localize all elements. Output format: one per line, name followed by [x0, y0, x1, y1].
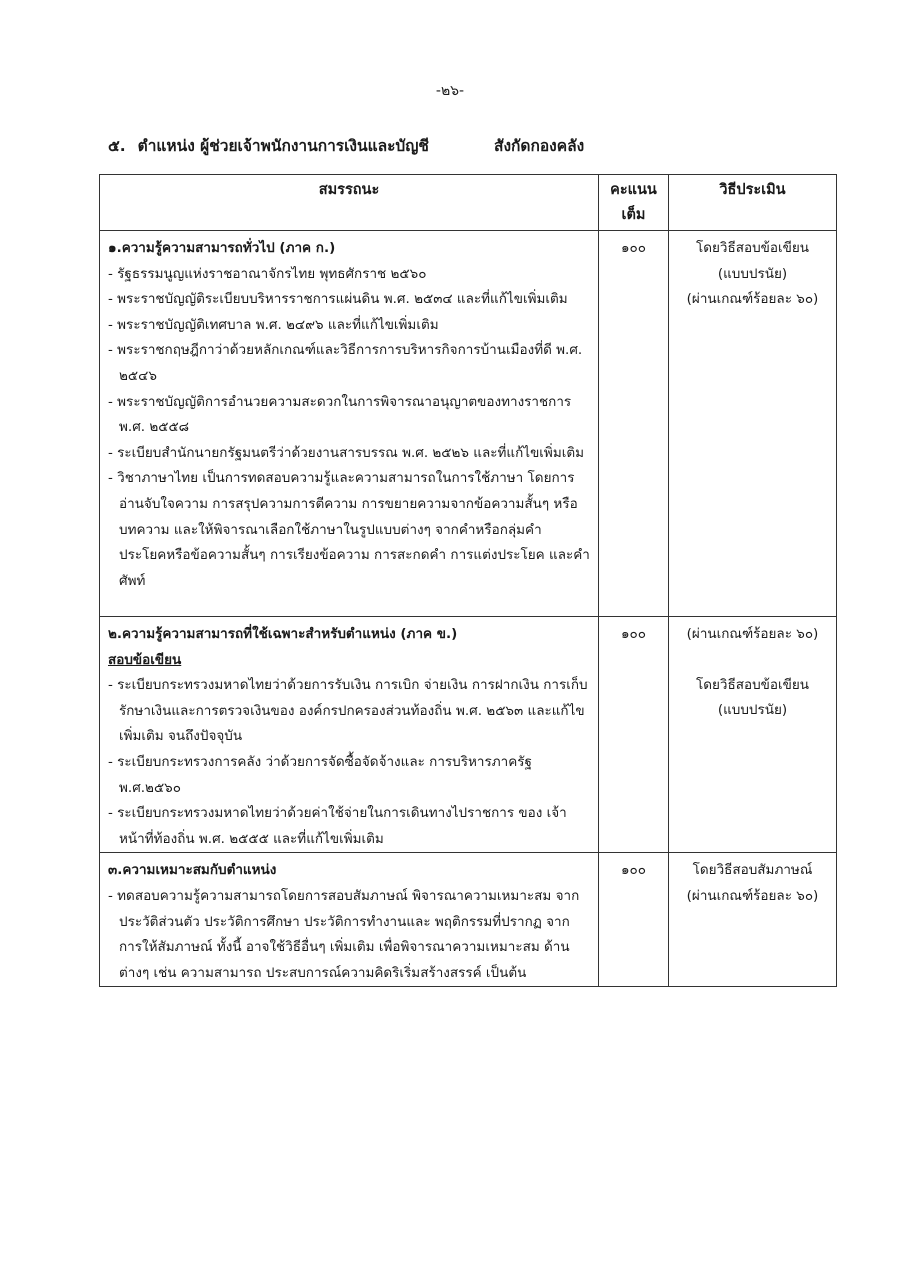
header-full-score [599, 175, 669, 231]
method-line: โดยวิธีสอบข้อเขียน [696, 240, 809, 256]
method-cell [669, 231, 837, 617]
table-row [100, 617, 837, 853]
position-title: ตำแหน่ง ผู้ช่วยเจ้าพนักงานการเงินและบัญชี [137, 137, 429, 155]
list-item: - ระเบียบกระทรวงการคลัง ว่าด้วยการจัดซื้อจัดจ้างและ การบริหารภาครัฐ พ.ศ.๒๕๖๐ [108, 753, 532, 796]
competency-cell [100, 617, 599, 853]
table-row [100, 853, 837, 987]
method-line: (ผ่านเกณฑ์ร้อยละ ๖๐) [686, 887, 819, 904]
list-item: - รัฐธรรมนูญแห่งราชอาณาจักรไทย พุทธศักราช ๒๕๖๐ [108, 265, 427, 282]
header-score-line2: เต็ม [621, 207, 646, 223]
method-cell [669, 617, 837, 853]
section-title: ๑.ความรู้ความสามารถทั่วไป (ภาค ก.) [108, 240, 336, 256]
method-cell [669, 853, 837, 987]
header-competency: สมรรถนะ [100, 175, 599, 231]
list-item: - พระราชบัญญัติระเบียบบริหารราชการแผ่นดิน พ.ศ. ๒๕๓๔ และที่แก้ไขเพิ่มเติม [108, 291, 568, 308]
table-header-row [100, 175, 837, 231]
section-title: ๒.ความรู้ความสามารถที่ใช้เฉพาะสำหรับตำแหน่ง (ภาค ข.) [108, 626, 458, 642]
method-line: (แบบปรนัย) [717, 265, 788, 282]
list-item: - พระราชบัญญัติเทศบาล พ.ศ. ๒๔๙๖ และที่แก้ไขเพิ่มเติม [108, 316, 439, 333]
competency-cell [100, 853, 599, 987]
table-row [100, 231, 837, 617]
score-cell: ๑๐๐ [599, 853, 669, 987]
method-line: โดยวิธีสอบข้อเขียน [696, 676, 809, 693]
competency-table [99, 174, 837, 987]
header-score-line1: คะแนน [610, 182, 657, 198]
list-item: - ระเบียบกระทรวงมหาดไทยว่าด้วยการรับเงิน การเบิก จ่ายเงิน การฝากเงิน การเก็บรักษาเงินและการตรวจเงินของ องค์กรปกครองส่วนท้องถิ่น พ.ศ. ๒๕๖๓ และแก้ไขเพิ่มเติม จนถึงปัจจุบัน [108, 677, 588, 745]
list-item: - ระเบียบกระทรวงมหาดไทยว่าด้วยค่าใช้จ่ายในการเดินทางไปราชการ ของ เจ้าหน้าที่ท้องถิ่น พ.ศ. ๒๕๕๕ และที่แก้ไขเพิ่มเติม [108, 805, 567, 847]
list-item: - วิชาภาษาไทย เป็นการทดสอบความรู้และความสามารถในการใช้ภาษา โดยการอ่านจับใจความ การสรุปความการตีความ การขยายความจากข้อความสั้นๆ หรือบทความ และให้พิจารณาเลือกใช้ภาษาในรูปแบบต่างๆ จากคำหรือกลุ่มคำ ประโยคหรือข้อความสั้นๆ การเรียงข้อความ การสะกดคำ การแต่งประโยค และคำศัพท์ [108, 470, 590, 589]
page-number: -๒๖- [435, 83, 465, 99]
list-item: - ทดสอบความรู้ความสามารถโดยการสอบสัมภาษณ์ พิจารณาความเหมาะสม จากประวัติส่วนตัว ประวัติการศึกษา ประวัติการทำงานและ พฤติกรรมที่ปรากฏ จากการให้สัมภาษณ์ ทั้งนี้ อาจใช้วิธีอื่นๆ เพิ่มเติม เพื่อพิจารณาความเหมาะสม ด้านต่างๆ เช่น ความสามารถ ประสบการณ์ความคิดริเริ่มสร้างสรรค์ เป็นต้น [108, 887, 580, 981]
method-line: (ผ่านเกณฑ์ร้อยละ ๖๐) [686, 626, 819, 642]
score-cell: ๑๐๐ [599, 617, 669, 853]
list-item: - พระราชกฤษฎีกาว่าด้วยหลักเกณฑ์และวิธีการการบริหารกิจการบ้านเมืองที่ดี พ.ศ. ๒๕๔๖ [108, 342, 583, 384]
section-number: ๕. [108, 137, 126, 155]
position-heading [108, 133, 808, 158]
method-line: โดยวิธีสอบสัมภาษณ์ [692, 862, 813, 879]
competency-cell [100, 231, 599, 617]
list-item: - ระเบียบสำนักนายกรัฐมนตรีว่าด้วยงานสารบรรณ พ.ศ. ๒๕๒๖ และที่แก้ไขเพิ่มเติม [108, 444, 584, 461]
header-method: วิธีประเมิน [669, 175, 837, 231]
section-subtitle: สอบข้อเขียน [108, 651, 182, 668]
department-label: สังกัดกองคลัง [494, 137, 585, 155]
method-line: (แบบปรนัย) [717, 702, 788, 719]
list-item: - พระราชบัญญัติการอำนวยความสะดวกในการพิจารณาอนุญาตของทางราชการ พ.ศ. ๒๕๕๘ [108, 393, 572, 436]
section-title: ๓.ความเหมาะสมกับตำแหน่ง [108, 862, 277, 879]
method-line: (ผ่านเกณฑ์ร้อยละ ๖๐) [686, 291, 819, 308]
score-cell: ๑๐๐ [599, 231, 669, 617]
